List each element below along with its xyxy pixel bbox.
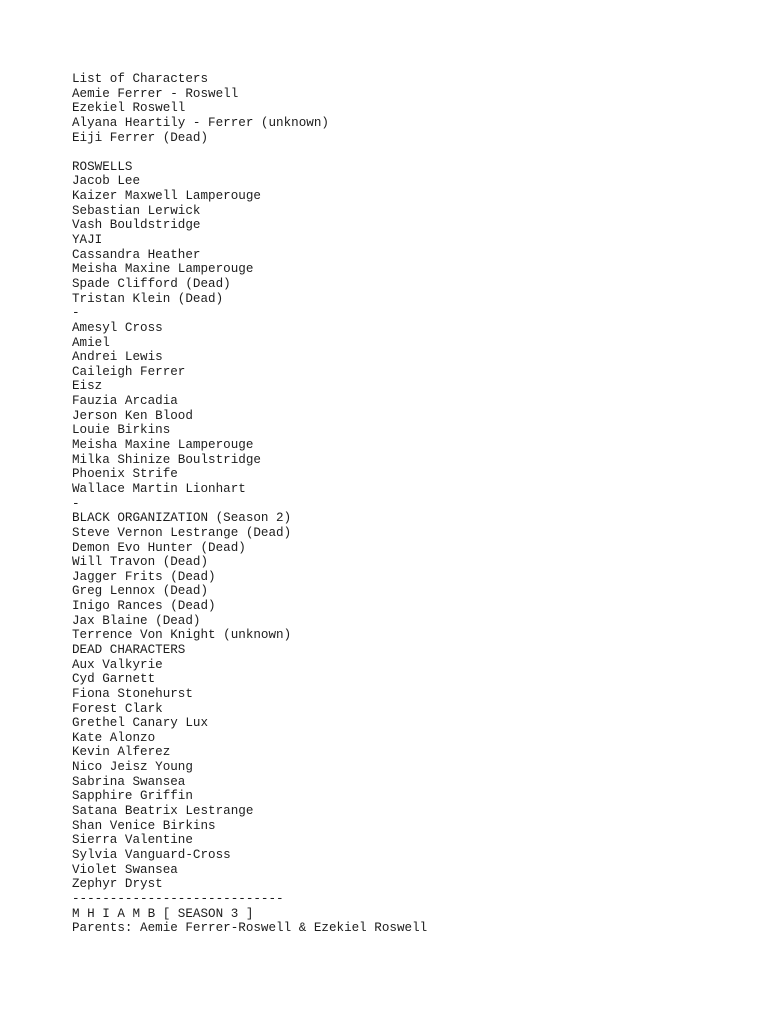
text-line: Amiel	[72, 335, 110, 350]
text-line: ----------------------------	[72, 891, 284, 906]
text-line: Sapphire Griffin	[72, 789, 193, 804]
text-line: ROSWELLS	[72, 159, 133, 174]
character-list-text	[72, 72, 748, 936]
text-line: Ezekiel Roswell	[72, 101, 186, 116]
text-line: -	[72, 496, 80, 511]
text-line: Violet Swansea	[72, 862, 178, 877]
text-line: Terrence Von Knight (unknown)	[72, 628, 292, 643]
text-line: Wallace Martin Lionhart	[72, 481, 246, 496]
text-line: Aux Valkyrie	[72, 657, 163, 672]
text-line: Phoenix Strife	[72, 467, 178, 482]
text-line: Zephyr Dryst	[72, 877, 163, 892]
text-line: Parents: Aemie Ferrer-Roswell & Ezekiel Roswell	[72, 921, 428, 936]
text-line: Forest Clark	[72, 701, 163, 716]
text-line: Meisha Maxine Lamperouge	[72, 262, 254, 277]
text-line: Sylvia Vanguard-Cross	[72, 847, 231, 862]
text-line: Inigo Rances (Dead)	[72, 599, 216, 614]
text-line: Jagger Frits (Dead)	[72, 569, 216, 584]
text-line: Jacob Lee	[72, 174, 141, 189]
text-line: Greg Lennox (Dead)	[72, 584, 209, 599]
blank-line	[72, 145, 748, 160]
text-line: List of Characters	[72, 72, 209, 86]
text-line: Caileigh Ferrer	[72, 364, 186, 379]
text-line: M H I A M B [ SEASON 3 ]	[72, 906, 254, 921]
text-line: Eisz	[72, 379, 103, 394]
text-line: Fauzia Arcadia	[72, 394, 178, 409]
text-line: Kevin Alferez	[72, 745, 171, 760]
text-line: DEAD CHARACTERS	[72, 642, 186, 657]
text-line: Grethel Canary Lux	[72, 716, 209, 731]
text-line: Eiji Ferrer (Dead)	[72, 130, 209, 145]
text-line: Fiona Stonehurst	[72, 686, 193, 701]
text-line: Shan Venice Birkins	[72, 818, 216, 833]
text-line: Nico Jeisz Young	[72, 760, 193, 775]
text-line: YAJI	[72, 233, 103, 248]
text-line: Will Travon (Dead)	[72, 555, 209, 570]
text-line: Kaizer Maxwell Lamperouge	[72, 189, 261, 204]
text-line: Tristan Klein (Dead)	[72, 291, 224, 306]
text-line: Meisha Maxine Lamperouge	[72, 438, 254, 453]
text-line: Jerson Ken Blood	[72, 408, 193, 423]
text-line: Alyana Heartily - Ferrer (unknown)	[72, 115, 329, 130]
text-line: Sierra Valentine	[72, 833, 193, 848]
text-line: Demon Evo Hunter (Dead)	[72, 540, 246, 555]
document-page	[72, 72, 748, 936]
text-line: Amesyl Cross	[72, 320, 163, 335]
text-line: Cassandra Heather	[72, 247, 201, 262]
text-line: Steve Vernon Lestrange (Dead)	[72, 525, 292, 540]
text-line: Louie Birkins	[72, 423, 171, 438]
text-line: Andrei Lewis	[72, 350, 163, 365]
text-line: Milka Shinize Boulstridge	[72, 452, 261, 467]
text-line: Sabrina Swansea	[72, 774, 186, 789]
text-line: Cyd Garnett	[72, 672, 156, 687]
text-line: Vash Bouldstridge	[72, 218, 201, 233]
text-line: Aemie Ferrer - Roswell	[72, 86, 239, 101]
text-line: -	[72, 306, 80, 321]
text-line: Jax Blaine (Dead)	[72, 613, 201, 628]
text-line: Spade Clifford (Dead)	[72, 276, 231, 291]
text-line: Satana Beatrix Lestrange	[72, 804, 254, 819]
text-line: Kate Alonzo	[72, 730, 156, 745]
text-line: Sebastian Lerwick	[72, 203, 201, 218]
text-line: BLACK ORGANIZATION (Season 2)	[72, 511, 292, 526]
